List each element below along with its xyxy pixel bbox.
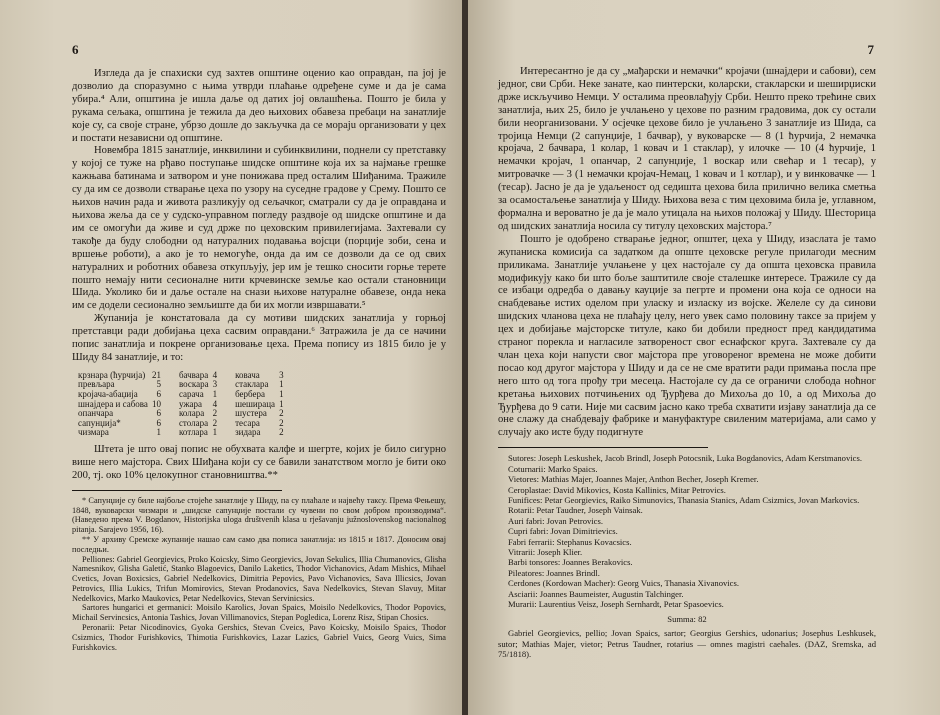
guild-trade: колара [178, 408, 205, 419]
guild-count: 4 [212, 369, 218, 380]
trade-list [498, 453, 876, 609]
paragraph: Пошто је одобрено стварање једног, општег, цеха у Шиду, изаслата је тамо жупаниска комисија са задатком да опште цеховске регуле прилагоди месним приликама. Занатлије учлањене у цех настојале су да општа цеховска правила модификују како би што боље заштитиле своје сталешке интересе. Тражиле су да се избаци одредба о давању кауције за пегрте и промени она која се односи на снабдевање истих оделом при уласку и изласку из војске. Желеле су да синови шидских чланова цеха не плаћају целу, него увек само половину таксе за пријем у цех и добијање мајсторске титуле, како би добили предност пред кандидатима страног порекла и нагласиле затвореност свог еснафског круга. Захтевале су да члан цеха који напусти свог мајстора пре уговореног времена не може добити посао код другог мајстора у Шиду и да се не сме вратити ради примања посла пре него што од тога прођу три месеца. Настојале су да се ограничи слобода ноћног кретања њихових потчињених од Ђурђева до Михоља до 10, а од Михоља до Ђурђева до 9 сати. Није ми сасвим јасно како треба схватити изјаву занатлија да се оне слажу да снабдевају фабрике и мануфактуре свиленим материјама, али само у случају ако исте буду подигнуте [498, 233, 876, 439]
trade-list-item: Asciarii: Joannes Baumeister, Augustin Talchinger. [508, 588, 684, 599]
guild-trade: столара [178, 417, 209, 428]
guild-trade: крзнара (ћурчија) [78, 369, 146, 380]
trade-list-item: Vitrarii: Joseph Klier. [508, 546, 583, 557]
guild-count: 2 [279, 427, 284, 438]
trade-list-item: Pileatores: Joannes Brindl. [508, 567, 600, 578]
guild-count: 10 [151, 398, 161, 409]
signature-text: Gabriel Georgievics, pellio; Jovan Spaics, sartor; Georgius Gershics, udonarius; Josephus Leshkusek, sutor; Mathias Majer, vietor; Petrus Taudner, rotarius — omnes magistri caehales. (DAZ, Sremska, ad 75/1818). [498, 628, 876, 660]
trade-list-item: Cerdones (Kordowan Macher): Georg Vuics, Thanasia Xivanovics. [508, 578, 739, 589]
guild-trade: шнајдера и сабова [78, 398, 148, 409]
guild-count: 2 [212, 408, 218, 419]
paragraph: Жупанија је констатовала да су мотиви шидских занатлија у горњој претставци ради добијања цеха сасвим оправдани.⁶ Затражила је да се начини попис занатлија и покрене организовање цеха. Према попису из 1815 било је у Шиду 84 занатлије, и то: [72, 313, 446, 363]
guild-count: 6 [156, 408, 161, 419]
trade-list-item: Barbi tonsores: Joannes Berakovics. [508, 557, 633, 568]
signatures [498, 628, 876, 659]
trade-list-item: Sutores: Joseph Leskushek, Jacob Brindl, Joseph Potocsnik, Luka Bogdanovics, Adam Kerstmanovics. [508, 453, 862, 464]
page-number-left: 6 [72, 42, 79, 57]
guild-count: 1 [279, 379, 284, 390]
footnotes [72, 496, 446, 653]
guild-count: 1 [212, 427, 218, 438]
guild-count: 1 [279, 389, 284, 400]
guild-count: 3 [279, 369, 284, 380]
guild-count: 2 [212, 417, 218, 428]
guild-count: 3 [212, 379, 218, 390]
guild-count: 1 [212, 389, 218, 400]
guild-trade: ужара [178, 398, 203, 409]
trade-list-item: Cupri fabri: Jovan Dimitrievics. [508, 526, 618, 537]
guild-trade: кројача-абаџија [78, 389, 138, 400]
guild-trade: шустера [235, 408, 267, 419]
guild-trade: берберa [235, 389, 265, 400]
footnote-divider [498, 447, 708, 448]
trade-list-item: Vietores: Mathias Majer, Joannes Majer, Anthon Becher, Joseph Kremer. [508, 474, 759, 485]
guild-count: 4 [212, 398, 218, 409]
guild-trade: котлара [178, 427, 208, 438]
guild-count: 1 [279, 398, 284, 409]
trade-list-item: Funifices: Petar Georgievics, Raiko Simunovics, Thanasia Stanics, Adam Csizmics, Jovan Markovics. [508, 494, 860, 505]
footnote: * Сапунџије су биле најбоље стојеће занатлије у Шиду, па су плаћале и највећу таксу. Према Фењешу, 1848, вуковарски чизмари и „шидске сапунџије постали су чувени по свом добром производима“. (Наведено према V. Bogdanov, Historijska uloga društvenih klasa u rješavanju južnoslovenskog nacionalnog pitanja. Sarajevo 1956, 16). [72, 495, 446, 535]
trade-list-item: Coturnarii: Marko Spaics. [508, 463, 598, 474]
paragraph: Интересантно је да су „мађарски и немачки“ кројачи (шнајдери и сабови), сем једног, сви Срби. Неке занате, као пинтерски, коларски, стакларски и шеширџиски држе искључиво Немци. У осталима преовлађују Срби. Нешто преко трећине свих занатлија, њих 25, било је учлањено у цехове по разним градовима, док су остали били неорганизовани. У осјечке цехове било је учлањено 3 занатлије из Шида, са тројица Немци (2 сапунџије, 1 бачвар), у вуковарске — 8 (1 ћурчија, 2 немачка кројача, 2 бачвара, 1 колар, 1 ковач и 1 стаклар), у илочке — 10 (4 ћурчије, 1 немачки кројач, 1 опанчар, 2 сапунџије, 1 воскар или свећар и 1 тесар), у митровачке — 3 (1 немачки кројач-Немац, 1 ковач и 1 котлар), и у винковачке — 1 (тесар). Јасно је да је удаљеност од седишта цехова била прилично велика сметња за осамостаљење занатлија у Шиду. Њихова веза с тим цеховима била је, углавном, формална и вероватно је да је мало утицала на њихов положај у Шиду. Шесторица од шидских занатлија носила су титулу цеховских мајстора.⁷ [498, 66, 876, 232]
trade-list-item: Ceroplastae: David Mikovics, Kosta Kallinics, Mitar Petrovics. [508, 484, 726, 495]
trade-list-item: Murarii: Laurentius Veisz, Joseph Sernhardt, Petar Spasoevics. [508, 598, 724, 609]
guild-trade: тесара [235, 417, 260, 428]
footnote: Peronarii: Petar Nicodinovics, Gyoka Gershics, Stevan Cveics, Pavo Koicsky, Moisilo Spaics, Thodor Csizmics, Thodor Furishkovics, Thimotia Furishkovics, Lazar Lazics, Gabriel Vuics, Georg Vuics, Sima Furishkovics. [72, 623, 446, 652]
left-page [0, 0, 462, 715]
guild-trade: сапунџија* [78, 417, 121, 428]
footnote: ** У архиву Сремске жупаније нашао сам само два пописа занатлија: из 1815 и 1817. Доносим овај последњи. [72, 534, 446, 554]
paragraph: Изгледа да је спахиски суд захтев општине оценио као оправдан, па јој је дозволио да споразумно с њима утврди плаћање одређене суме и да је сама убира.⁴ Али, општина је ишла даље од датих јој овлашћења. Пошто је била у рукама сељака, општина је тежила да део њихових обавеза пребаци на занатлије које су, са своје стране, убрзо дошле до закључка да се мораju организовати у цех и постати независни од општине. [72, 68, 446, 144]
guild-count: 2 [279, 417, 284, 428]
guild-trade: сарача [178, 389, 204, 400]
guild-trade: бачвара [178, 369, 209, 380]
guild-trade: опанчара [78, 408, 114, 419]
guild-count: 2 [279, 408, 284, 419]
guild-count: 1 [156, 427, 161, 438]
paragraph: Штета је што овај попис не обухвата калфе и шегрте, којих је било сигурно више него мајстора. Свих Шиђана који су се бавили занатством могло је бити око 200, тј. око 10% целокупног становништва.** [72, 444, 446, 481]
guild-row [78, 428, 302, 438]
guild-trade: стаклара [235, 379, 269, 390]
footnote: Sartores hungarici et germanici: Moisilo Karolics, Jovan Spaics, Moisilo Nedelkovics, Thodor Popovics, Michail Servincsics, Antonia Tashics, Jovan Villimanovics, Stepan Poglediса, Lorenz Risz, Stipan Chosics. [72, 603, 446, 623]
guild-trade: чизмара [78, 427, 109, 438]
guild-trade: ковача [235, 369, 260, 380]
footnote: Pelliones: Gabriel Georgievics, Proko Koicsky, Simo Georgievics, Jovan Sekulics, Illia Chumanovics, Glisha Namesnikov, Glisha Galetić, Stanko Blagoevics, Danilo Laketics, Thodor Vichanovics, Adam Mishics, Mihael Cvetics, Jovan Boxicsics, Gabriel Nedelkovics, Dimitria Pepovics, Pavo Vichanovics, Sava Illicsics, Jovan Petrovics, Illia Lukics, Trifun Momirovics, Stevan Prodanovics, Sava Nedelkovics, Stevan Slavuy, Mitar Nedelkovics, Marko Maukovics, Petar Nedelkovics, Stevan Servinicsics. [72, 554, 446, 603]
guild-count: 6 [156, 389, 161, 400]
page-number-right: 7 [867, 42, 874, 57]
summa-total: Summa: 82 [667, 614, 707, 625]
footnote-divider [72, 490, 282, 491]
right-page [468, 0, 940, 715]
trade-list-item: Fabri ferrarii: Stephanus Kovacsics. [508, 536, 632, 547]
guild-trade: превљара [78, 379, 115, 390]
guild-count: 6 [156, 417, 161, 428]
guild-trade: воскара [178, 379, 209, 390]
guild-trade: зидара [235, 427, 261, 438]
right-page-body [498, 66, 876, 660]
guild-count: 21 [151, 369, 161, 380]
trade-list-item: Rotarii: Petar Taudner, Joseph Vainsak. [508, 505, 643, 516]
left-page-body [72, 68, 446, 652]
trade-list-item: Auri fabri: Jovan Petrovics. [508, 515, 603, 526]
guild-census-table [78, 371, 302, 438]
guild-trade: шешираца [235, 398, 276, 409]
paragraph: Новембра 1815 занатлије, инквилини и субинквилини, поднели су претставку у којој се туже на рђаво поступање шидске општине која их за најмање грешке кажњава батинама и затвором и уне понижава пред осталим Шиђанима. Тражиле су да им се дозволи стварање цеха по узору на суседне градове у Срему. Пошто се њихов начин рада и живота разликују од сељачког, сматрали су да је оправдана и њихова жеља да се у судско-управном погледу раздвоје од шидске општине и да им се омогући да живе и суд држе по цеховским привилегијама. Захтевали су такође да буду слободни од натуралних подавања војсци (порције зоби, сена и вршење роботи), а ако је то немогуће, онда да им се дозволи да се од свих натуралних и роботних обавеза откупљују, јер им је тешко сносити горње терете пошто немају нити сесионалне нити крчевинске земље као остали становници Шида. Уколико би и даље остале на снази њихове натуралне обавезе, онда нека им се додели сесионално земљиште да би их могли извршавати.⁵ [72, 145, 446, 312]
guild-count: 5 [156, 379, 161, 390]
